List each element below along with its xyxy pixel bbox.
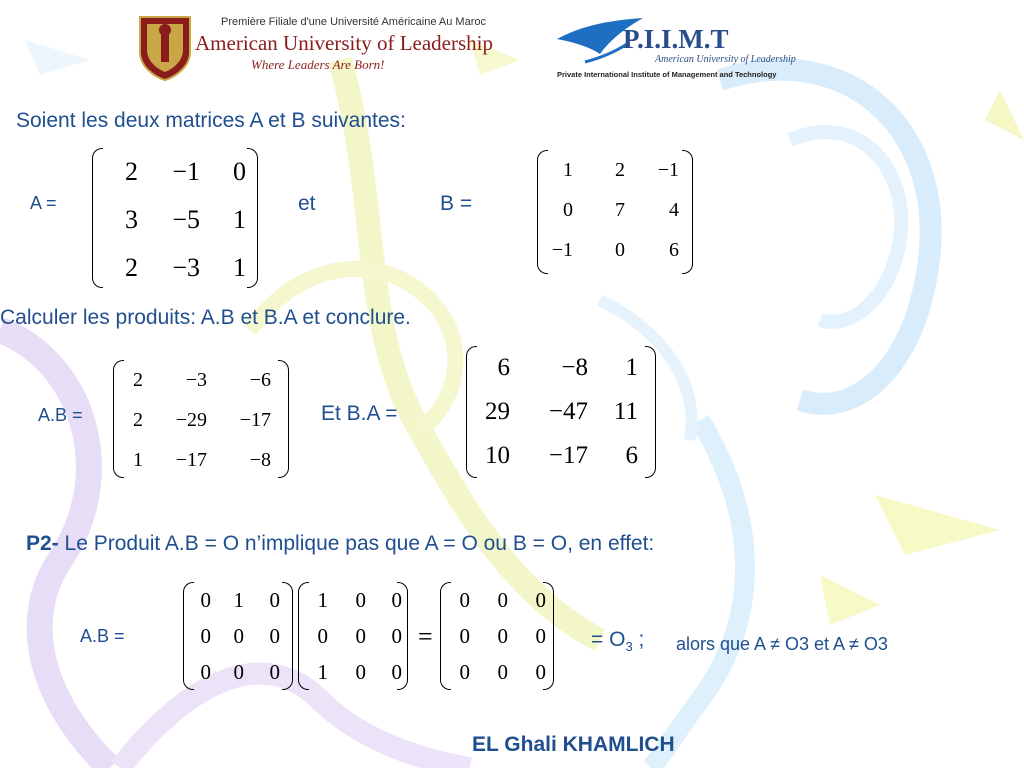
p2-line xyxy=(26,532,654,556)
aul-title: American University of Leadership xyxy=(195,31,493,55)
aul-seal-icon xyxy=(135,12,195,82)
label-ba: Et B.A = xyxy=(321,402,398,425)
matrix-cell: −1 xyxy=(172,157,200,186)
matrix-cell: 0 xyxy=(535,659,546,684)
matrix-cell: 10 xyxy=(485,442,510,469)
matrix-cell: 0 xyxy=(355,587,366,612)
matrix-cell: 0 xyxy=(535,587,546,612)
matrix-cell: 1 xyxy=(625,354,638,381)
matrix-cell: 0 xyxy=(233,623,244,648)
matrix-cell: 1 xyxy=(233,205,246,234)
matrix-cell: 0 xyxy=(391,587,402,612)
aul-tagline-top: Première Filiale d'une Université Américaine Au Maroc xyxy=(221,16,486,28)
matrix-cell: 0 xyxy=(233,659,244,684)
equals-sign: = xyxy=(418,622,433,651)
calc-text: Calculer les produits: A.B et B.A et conclure. xyxy=(0,306,411,329)
matrix-cell: 6 xyxy=(625,442,638,469)
matrix-cell: 0 xyxy=(535,623,546,648)
matrix-cell: −1 xyxy=(551,238,573,261)
matrix-cell: 0 xyxy=(355,623,366,648)
piimt-logo xyxy=(555,12,796,82)
matrix-cell: 0 xyxy=(200,587,211,612)
matrix-cell: −8 xyxy=(561,354,588,381)
matrix-cell: 2 xyxy=(615,158,625,181)
matrix-cell: 1 xyxy=(317,659,328,684)
matrix-cell: 1 xyxy=(233,253,246,282)
matrix-cell: 11 xyxy=(613,398,638,425)
label-b: B = xyxy=(440,192,473,215)
matrix-cell: 2 xyxy=(133,368,143,391)
matrix-cell: 1 xyxy=(563,158,573,181)
matrix-cell: 6 xyxy=(669,238,679,261)
matrix-cell: 0 xyxy=(269,659,280,684)
matrix-cell: −17 xyxy=(175,448,207,471)
matrix-cell: 0 xyxy=(615,238,625,261)
label-a: A = xyxy=(30,193,57,213)
matrix-cell: −17 xyxy=(548,442,588,469)
matrix-cell: −3 xyxy=(172,253,200,282)
author-name: EL Ghali KHAMLICH xyxy=(472,733,675,756)
matrix-z2 xyxy=(298,582,408,690)
matrix-cell: 0 xyxy=(459,587,470,612)
conclusion-text: alors que A ≠ O3 et A ≠ O3 xyxy=(676,634,888,654)
aul-slogan: Where Leaders Are Born! xyxy=(251,57,385,72)
matrix-cell: 0 xyxy=(233,157,246,186)
matrix-cell: 0 xyxy=(317,623,328,648)
matrix-ba xyxy=(466,346,656,478)
matrix-ab xyxy=(113,360,289,478)
matrix-cell: 0 xyxy=(200,659,211,684)
matrix-cell: 0 xyxy=(355,659,366,684)
intro-text: Soient les deux matrices A et B suivantes: xyxy=(16,109,406,132)
matrix-cell: −6 xyxy=(249,368,271,391)
matrix-cell: 0 xyxy=(497,659,508,684)
matrix-cell: −1 xyxy=(657,158,679,181)
piimt-footer: Private International Institute of Management and Technology xyxy=(557,70,777,79)
label-ab-2: A.B = xyxy=(80,626,125,646)
p2-prefix: P2- xyxy=(26,532,59,555)
matrix-b xyxy=(537,150,693,274)
matrix-cell: 7 xyxy=(615,198,625,221)
result-o3: = $O_3$ ; xyxy=(591,628,645,655)
matrix-cell: 0 xyxy=(391,659,402,684)
matrix-cell: 2 xyxy=(125,157,138,186)
matrix-z1 xyxy=(183,582,293,690)
matrix-cell: 6 xyxy=(497,354,510,381)
matrix-cell: −8 xyxy=(249,448,271,471)
aul-logo xyxy=(135,12,515,82)
p2-text: Le Produit A.B = O n’implique pas que A = O ou B = O, en effet: xyxy=(58,532,655,555)
matrix-cell: 0 xyxy=(459,623,470,648)
matrix-z3 xyxy=(440,582,554,690)
matrix-cell: 29 xyxy=(485,398,510,425)
matrix-cell: 1 xyxy=(133,448,143,471)
label-et: et xyxy=(298,192,316,215)
piimt-subtitle: American University of Leadership xyxy=(655,54,796,65)
matrix-cell: 0 xyxy=(269,587,280,612)
matrix-cell: 2 xyxy=(133,408,143,431)
piimt-title: P.I.I.M.T xyxy=(623,24,729,54)
matrix-cell: 2 xyxy=(125,253,138,282)
matrix-cell: −5 xyxy=(172,205,200,234)
label-ab: A.B = xyxy=(38,405,83,425)
matrix-cell: 0 xyxy=(497,623,508,648)
matrix-a xyxy=(92,148,258,288)
matrix-cell: 1 xyxy=(233,587,244,612)
matrix-cell: 4 xyxy=(669,198,679,221)
matrix-cell: 0 xyxy=(391,623,402,648)
matrix-cell: 0 xyxy=(563,198,573,221)
matrix-cell: −3 xyxy=(185,368,207,391)
matrix-cell: 0 xyxy=(497,587,508,612)
matrix-cell: −17 xyxy=(239,408,271,431)
matrix-cell: −29 xyxy=(175,408,207,431)
matrix-cell: 1 xyxy=(317,587,328,612)
matrix-cell: 0 xyxy=(459,659,470,684)
matrix-cell: 0 xyxy=(269,623,280,648)
matrix-cell: 0 xyxy=(200,623,211,648)
matrix-cell: 3 xyxy=(125,205,138,234)
matrix-cell: −47 xyxy=(548,398,588,425)
